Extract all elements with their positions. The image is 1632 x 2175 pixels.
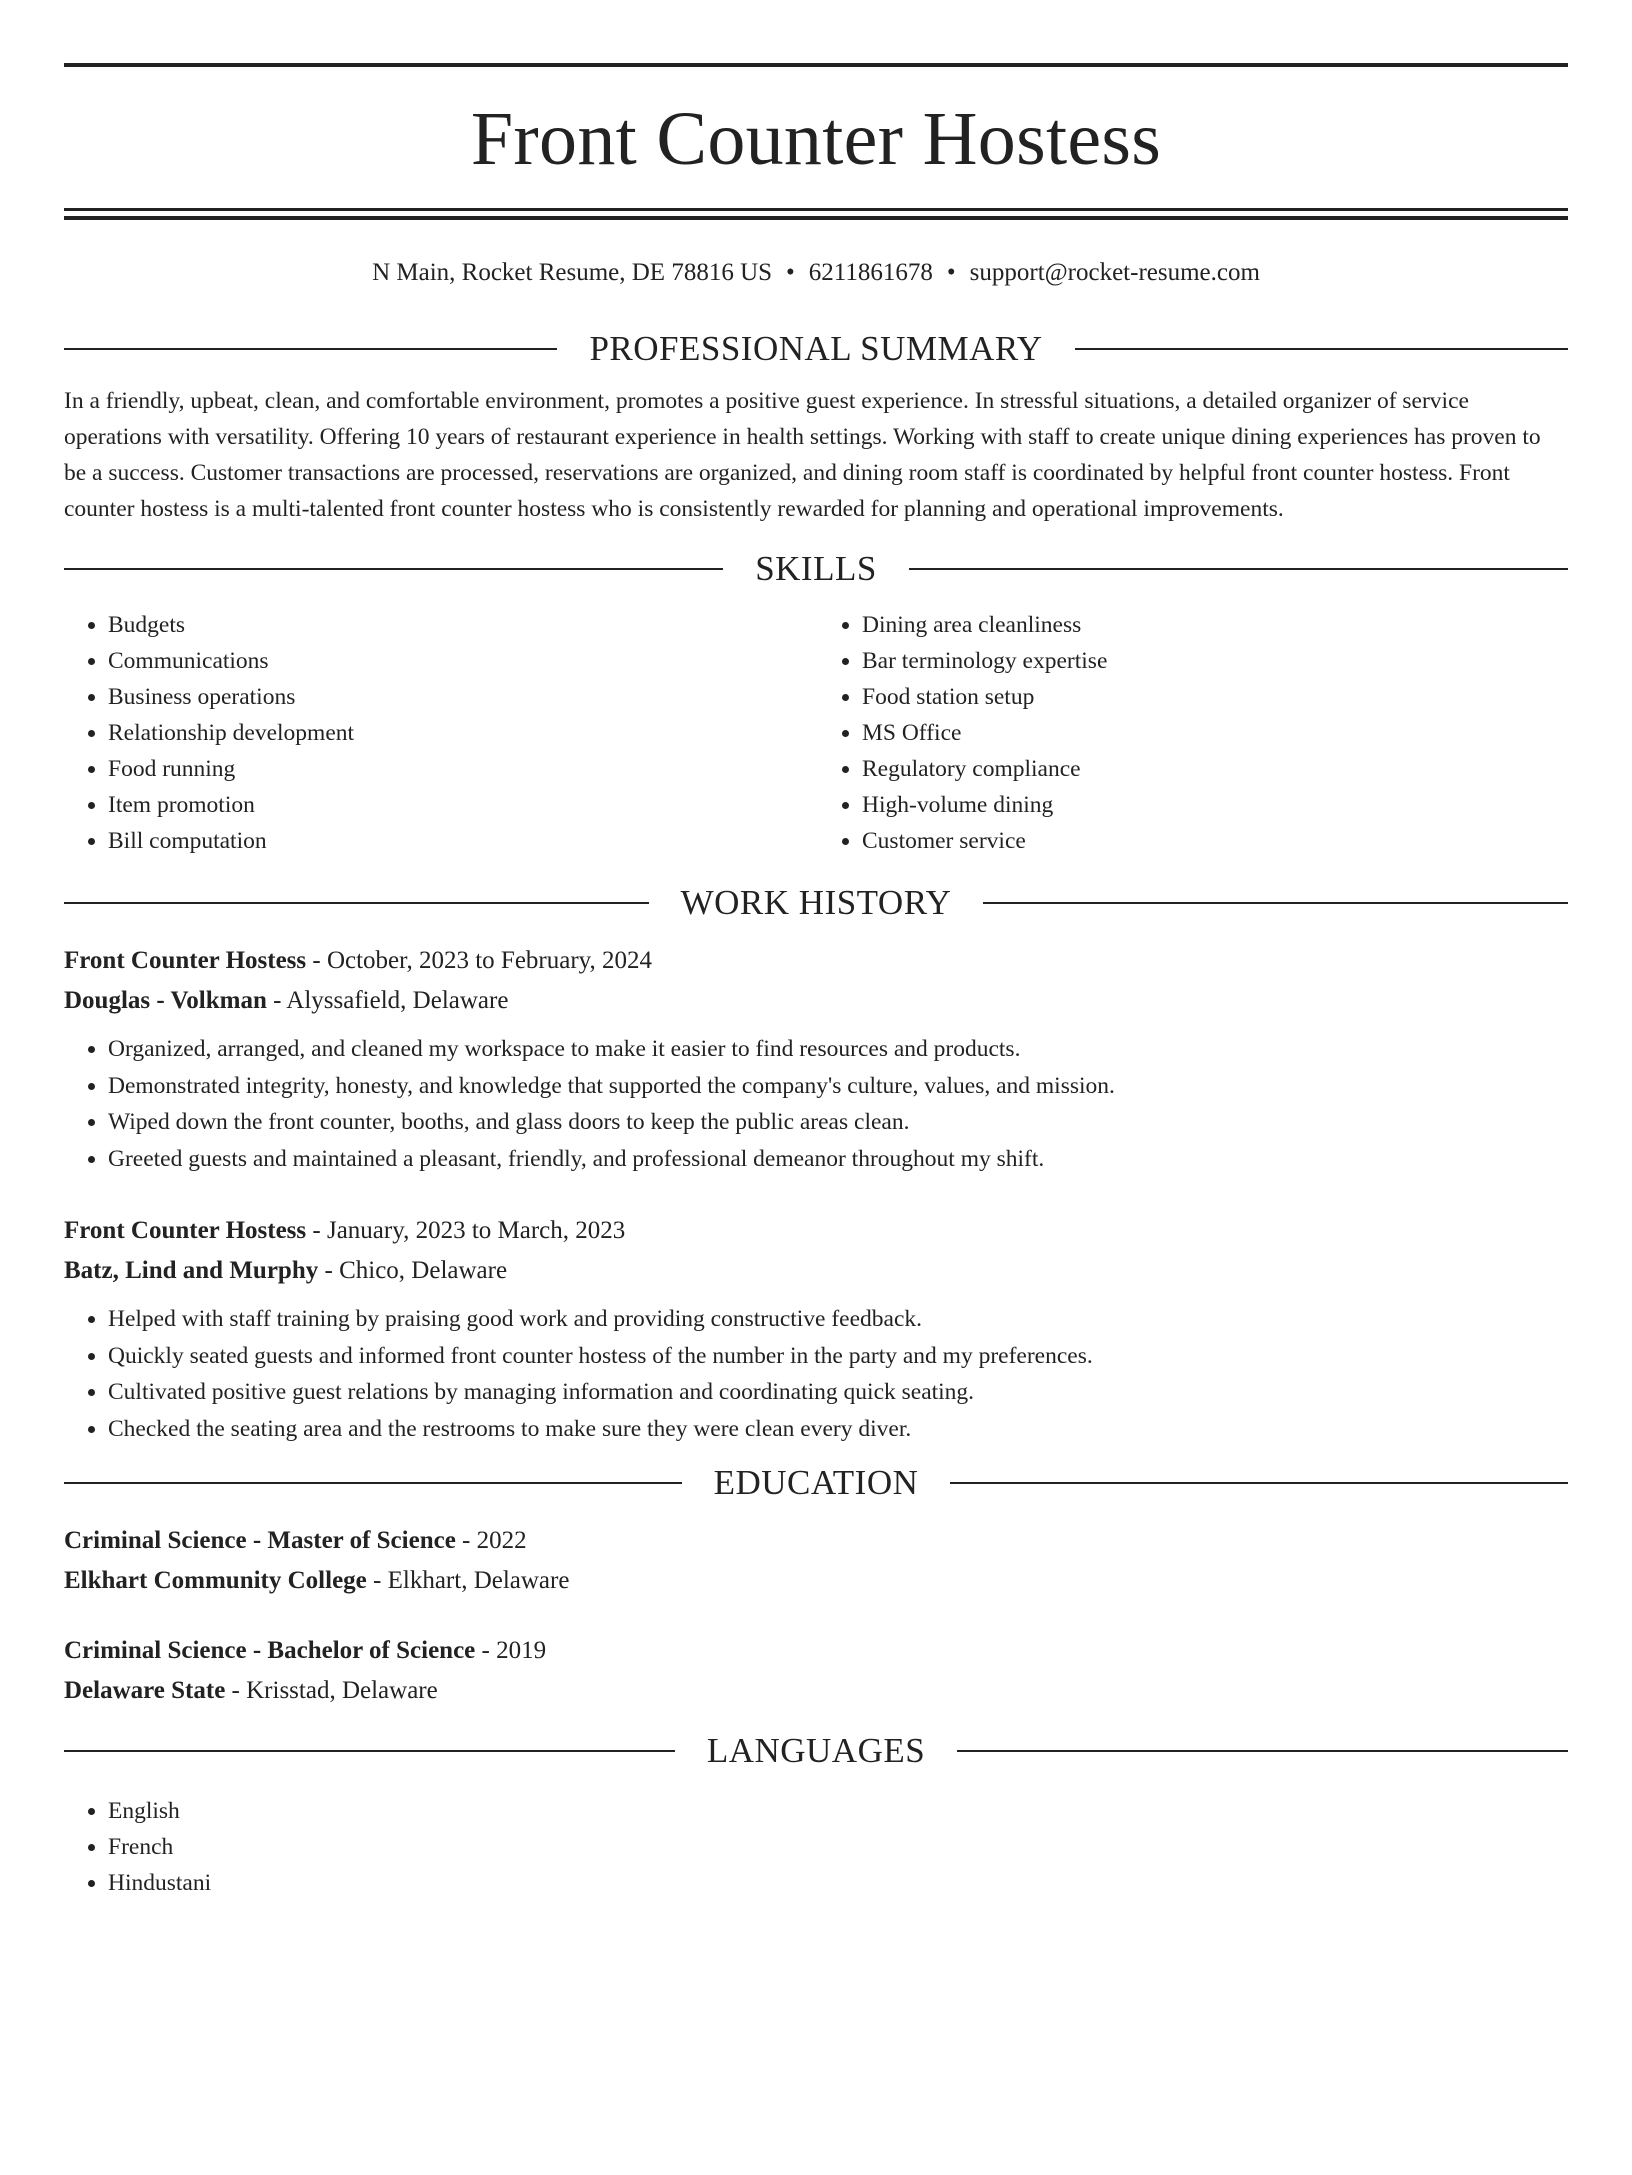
job-location: - Chico, Delaware xyxy=(318,1257,508,1284)
job-duties xyxy=(64,1301,1568,1447)
education-school: Elkhart Community College xyxy=(64,1567,367,1594)
job-title: Front Counter Hostess xyxy=(64,1217,307,1244)
job-title-line xyxy=(64,1211,1568,1251)
education-section-header xyxy=(64,1461,1568,1505)
job-employer: Douglas - Volkman xyxy=(64,987,267,1014)
section-divider xyxy=(909,568,1568,570)
skill-item: • Item promotion xyxy=(108,787,816,823)
education-degree-line xyxy=(64,1631,1568,1671)
contact-separator: • xyxy=(786,259,795,286)
work-section-header xyxy=(64,881,1568,925)
language-item: • English xyxy=(108,1793,1568,1829)
summary-section-header xyxy=(64,327,1568,371)
job-duty: • Wiped down the front counter, booths, and glass doors to keep the public areas clean. xyxy=(108,1104,1568,1141)
contact-line xyxy=(64,258,1568,288)
job-duty: • Organized, arranged, and cleaned my workspace to make it easier to find resources and products. xyxy=(108,1031,1568,1068)
languages-section-title: LANGUAGES xyxy=(706,1731,926,1770)
job-location: - Alyssafield, Delaware xyxy=(266,987,509,1014)
education-entry xyxy=(64,1631,1568,1711)
education-section-title: EDUCATION xyxy=(713,1463,919,1502)
skill-item: • Dining area cleanliness xyxy=(862,607,1568,643)
skill-item: • Business operations xyxy=(108,679,816,715)
education-location: - Elkhart, Delaware xyxy=(366,1567,570,1594)
job-employer: Batz, Lind and Murphy xyxy=(64,1257,319,1284)
skill-item: • Food station setup xyxy=(862,679,1568,715)
summary-section-title: PROFESSIONAL SUMMARY xyxy=(589,329,1043,368)
section-divider xyxy=(64,902,649,904)
skill-item: • Communications xyxy=(108,643,816,679)
education-school-line xyxy=(64,1671,1568,1711)
section-divider xyxy=(64,1482,682,1484)
languages-section-header xyxy=(64,1729,1568,1773)
education-year: - 2022 xyxy=(455,1527,527,1554)
job-duty: • Helped with staff training by praising good work and providing constructive feedback. xyxy=(108,1301,1568,1338)
candidate-name: Front Counter Hostess xyxy=(470,97,1162,181)
section-divider xyxy=(957,1750,1568,1752)
job-title-line xyxy=(64,941,1568,981)
job-employer-line xyxy=(64,1251,1568,1291)
job-duties xyxy=(64,1031,1568,1177)
education-degree-line xyxy=(64,1521,1568,1561)
work-section-title: WORK HISTORY xyxy=(680,883,952,922)
job-dates: - October, 2023 to February, 2024 xyxy=(306,947,653,974)
section-divider xyxy=(1075,348,1568,350)
top-rule xyxy=(64,63,1568,67)
skills-column-left xyxy=(64,607,816,859)
skill-item: • Budgets xyxy=(108,607,816,643)
contact-email: support@rocket-resume.com xyxy=(969,259,1260,286)
skill-item: • Regulatory compliance xyxy=(862,751,1568,787)
job-title: Front Counter Hostess xyxy=(64,947,307,974)
name-double-rule xyxy=(64,208,1568,220)
education-location: - Krisstad, Delaware xyxy=(225,1677,438,1704)
job-duty: • Checked the seating area and the restrooms to make sure they were clean every diver. xyxy=(108,1411,1568,1448)
skills-section-title: SKILLS xyxy=(755,549,877,588)
skills-column-right xyxy=(816,607,1568,859)
job-duty: • Greeted guests and maintained a pleasant, friendly, and professional demeanor throughout my shift. xyxy=(108,1141,1568,1178)
contact-separator: • xyxy=(946,259,956,286)
education-degree: Criminal Science - Bachelor of Science xyxy=(64,1637,476,1664)
section-divider xyxy=(64,568,723,570)
skill-item: • Food running xyxy=(108,751,816,787)
job-dates: - January, 2023 to March, 2023 xyxy=(306,1217,626,1244)
education-year: - 2019 xyxy=(475,1637,547,1664)
contact-phone: 6211861678 xyxy=(808,259,933,286)
resume-page xyxy=(0,63,1632,2175)
section-divider xyxy=(950,1482,1568,1484)
job-employer-line xyxy=(64,981,1568,1021)
language-item: • Hindustani xyxy=(108,1865,1568,1901)
languages-list xyxy=(64,1793,1568,1901)
skill-item: • Relationship development xyxy=(108,715,816,751)
professional-summary: In a friendly, upbeat, clean, and comfortable environment, promotes a positive guest experience. In stressful situations, a detailed organizer of service operations with versatility. Offering 10 years of restaurant experience in health settings. Working with staff to create unique dining experiences has proven to be a success. Customer transactions are processed, reservations are organized, and dining room staff is coordinated by helpful front counter hostess. Front counter hostess is a multi-talented front counter hostess who is consistently rewarded for planning and operational improvements. xyxy=(64,388,1541,522)
job-entry xyxy=(64,1211,1568,1447)
skill-item: • MS Office xyxy=(862,715,1568,751)
section-divider xyxy=(64,1750,675,1752)
skill-item: • Bill computation xyxy=(108,823,816,859)
education-entry xyxy=(64,1521,1568,1601)
skills-list xyxy=(64,607,1568,859)
language-item: • French xyxy=(108,1829,1568,1865)
education-school-line xyxy=(64,1561,1568,1601)
job-duty: • Quickly seated guests and informed front counter hostess of the number in the party and my preferences. xyxy=(108,1338,1568,1375)
education-school: Delaware State xyxy=(64,1677,226,1704)
education-degree: Criminal Science - Master of Science xyxy=(64,1527,456,1554)
contact-address: N Main, Rocket Resume, DE 78816 US xyxy=(372,259,773,286)
job-duty: • Demonstrated integrity, honesty, and knowledge that supported the company's culture, values, and mission. xyxy=(108,1068,1568,1105)
job-entry xyxy=(64,941,1568,1177)
section-divider xyxy=(64,348,557,350)
job-duty: • Cultivated positive guest relations by managing information and coordinating quick seating. xyxy=(108,1374,1568,1411)
skill-item: • Bar terminology expertise xyxy=(862,643,1568,679)
skill-item: • High-volume dining xyxy=(862,787,1568,823)
section-divider xyxy=(983,902,1568,904)
skill-item: • Customer service xyxy=(862,823,1568,859)
skills-section-header xyxy=(64,547,1568,591)
